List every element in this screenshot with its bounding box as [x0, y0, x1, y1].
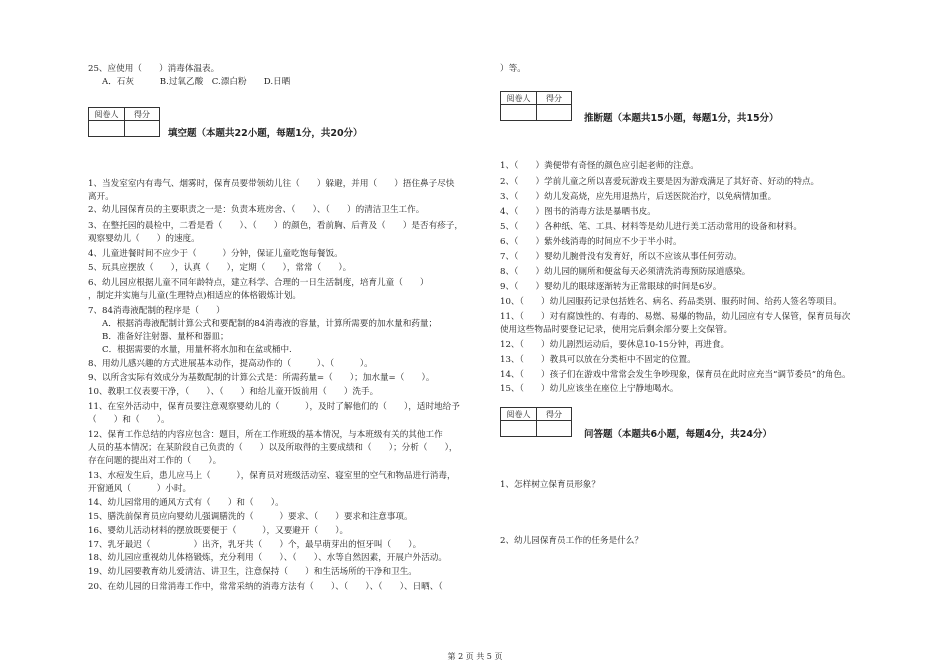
fill-question-line: A．根据消毒液配制计算公式和要配制的84消毒液的容量，计算所需要的加水量和药量；: [102, 319, 438, 329]
fill-question-line: 5、玩具应摆放（ ），认真（ ），定期（ ），常常（ ）。: [88, 263, 352, 273]
judge-question-line: 1、（ ）粪便带有奇怪的颜色应引起老师的注意。: [500, 161, 699, 171]
judge-question-line: 使用这些物品时要登记记录，使用完后剩余部分要上交保管。: [500, 325, 733, 335]
fill-question-line: C．根据需要的水量，用量杯将水加和在盆或桶中.: [102, 345, 292, 355]
fill-question-line: 20、在幼儿园的日常消毒工作中，常常采纳的消毒方法有（ ）、（ ）、（ ）、日晒、（: [88, 582, 443, 592]
fill-question-line: 7、84消毒液配制的程序是（ ）: [88, 306, 225, 316]
score-label: 得分: [125, 108, 159, 121]
reviewer-cell: [501, 421, 537, 436]
fill-question-line: 开窗通风（ ）小时。: [88, 484, 192, 494]
fill-question-line: 15、膳洗前保育员应向婴幼儿强调膳洗的（ ）要求、（ ）要求和注意事项。: [88, 512, 413, 522]
fill-question-line: 1、当发室室内有毒气、烟雾时，保育员要带领幼儿往（ ）躲避，并用（ ）捂住鼻子尽快: [88, 179, 455, 189]
reviewer-label: 阅卷人: [501, 408, 537, 421]
fill-section-title: 填空题（本题共22小题，每题1分，共20分）: [168, 128, 363, 139]
question-20-continuation: ）等。: [500, 64, 526, 74]
reviewer-label: 阅卷人: [89, 108, 125, 121]
fill-question-line: 16、婴幼儿活动材料的摆放既要便于（ ），又要避开（ ）。: [88, 526, 349, 536]
reviewer-cell: [501, 105, 537, 120]
judge-question-line: 15、（ ）幼儿应该坐在座位上宁静地喝水。: [500, 384, 679, 394]
score-label: 得分: [537, 92, 571, 105]
fill-question-line: 10、教职工仪表要干净，（ ）、（ ）和给儿童开饭前用（ ）洗手。: [88, 387, 379, 397]
fill-question-line: 4、儿童进餐时间不应少于（ ）分钟，保证儿童吃饱每餐饭。: [88, 249, 343, 259]
score-box-qa: [500, 407, 572, 437]
score-box-fill: [88, 107, 160, 137]
judge-section-title: 推断题（本题共15小题，每题1分，共15分）: [584, 113, 779, 124]
fill-question-line: 存在问题的提出对工作的（ ）。: [88, 456, 222, 466]
fill-question-line: 11、在室外活动中，保育员要注意观察婴幼儿的（ ），及时了解他们的（ ），适时地给予: [88, 402, 460, 412]
fill-question-line: 18、幼儿园应重视幼儿体格锻炼，充分利用（ ）、（ ）、水等自然因素，开展户外活动。: [88, 553, 447, 563]
qa-question-2: 2、幼儿园保育员工作的任务是什么？: [500, 536, 643, 546]
judge-question-line: 2、（ ）学前儿童之所以喜爱玩游戏主要是因为游戏满足了其好奇、好动的特点。: [500, 177, 820, 187]
fill-question-line: 12、保育工作总结的内容应包含：题目，所在工作班级的基本情况，与本班级有关的其他工作: [88, 430, 443, 440]
fill-question-line: 观察婴幼儿（ ）的速度。: [88, 234, 200, 244]
question-25: 25、应使用（ ）消毒体温表。: [88, 64, 220, 74]
fill-question-line: 3、在整托园的晨检中，二看是看（ ）、（ ）的颜色，看前胸、后背及（ ）是否有疹子，: [88, 221, 463, 231]
score-cell: [537, 105, 571, 120]
judge-question-line: 11、（ ）对有腐蚀性的、有毒的、易燃、易爆的物品，幼儿园应有专人保管，保育员每次: [500, 312, 851, 322]
judge-question-line: 9、（ ）婴幼儿的眼球逐渐转为正常眼球的时间是6岁。: [500, 282, 722, 292]
fill-question-line: 13、水痘发生后，患儿应马上（ ），保育员对班级活动室、寝室里的空气和物品进行消毒，: [88, 471, 456, 481]
question-25-options: A．石灰 B.过氧乙酸 C.漂白粉 D.日晒: [102, 77, 291, 87]
fill-question-line: B．准备好注射器、量杯和器皿；: [102, 332, 229, 342]
fill-question-line: 17、乳牙最迟（ ）出齐，乳牙共（ ）个，最早萌芽出的恒牙叫（ ）。: [88, 540, 422, 550]
fill-question-line: ，制定并实施与儿童(生理特点)相适应的体格锻炼计划。: [88, 291, 301, 301]
fill-question-line: 19、幼儿园要教育幼儿爱清洁、讲卫生，注意保持（ ）和生活场所的干净和卫生。: [88, 567, 417, 577]
fill-question-line: 9、以所含实际有效成分为基数配制的计算公式是：所需药量=（ ）；加水量=（ ）。: [88, 373, 435, 383]
judge-question-line: 13、（ ）教具可以放在分类柜中不固定的位置。: [500, 355, 696, 365]
qa-section-title: 问答题（本题共6小题，每题4分，共24分）: [584, 429, 772, 440]
fill-question-line: 2、幼儿园保育员的主要职责之一是：负责本班房舍、（ ）、（ ）的清洁卫生工作。: [88, 205, 425, 215]
page-footer: 第 2 页 共 5 页: [447, 652, 503, 661]
judge-question-line: 10、（ ）幼儿园服药记录包括姓名、病名、药品类别、服药时间、给药人签名等项目。: [500, 297, 842, 307]
judge-question-line: 8、（ ）幼儿园的厕所和便盆每天必须清洗消毒预防尿道感染。: [500, 267, 751, 277]
fill-question-line: （ ）和（ ）。: [88, 415, 170, 425]
judge-question-line: 7、（ ）婴幼儿腕骨没有发育好，所以不应该从事任何劳动。: [500, 252, 742, 262]
score-label: 得分: [537, 408, 571, 421]
judge-question-line: 12、（ ）幼儿剧烈运动后，要休息10-15分钟，再进食。: [500, 340, 730, 350]
reviewer-cell: [89, 121, 125, 136]
fill-question-line: 6、幼儿园应根据儿童不同年龄特点，建立科学、合理的一日生活制度，培育儿童（ ）: [88, 278, 429, 288]
fill-question-line: 14、幼儿园常用的通风方式有（ ）和（ ）。: [88, 498, 284, 508]
judge-question-line: 4、（ ）图书的消毒方法是暴晒书皮。: [500, 207, 656, 217]
qa-question-1: 1、怎样树立保育员形象？: [500, 480, 600, 490]
judge-question-line: 14、（ ）孩子们在游戏中常常会发生争吵现象，保育员在此时应充当“调节委员”的角色。: [500, 370, 851, 380]
score-cell: [537, 421, 571, 436]
fill-question-line: 8、用幼儿感兴趣的方式进展基本动作，提高动作的（ ）、（ ）。: [88, 359, 373, 369]
judge-question-line: 3、（ ）幼儿发高烧，应先用退热片，后送医院治疗，以免病情加重。: [500, 192, 777, 202]
score-box-judge: [500, 91, 572, 121]
reviewer-label: 阅卷人: [501, 92, 537, 105]
fill-question-line: 离开。: [88, 192, 114, 202]
judge-question-line: 5、（ ）各种纸、笔、工具、材料等是幼儿进行美工活动常用的设备和材料。: [500, 222, 802, 232]
fill-question-line: 人员的基本情况；在某阶段自己负责的（ ）以及所取得的主要成绩和（ ）；分析（ ），: [88, 443, 458, 453]
score-cell: [125, 121, 159, 136]
judge-question-line: 6、（ ）紫外线消毒的时间应不少于半小时。: [500, 237, 682, 247]
